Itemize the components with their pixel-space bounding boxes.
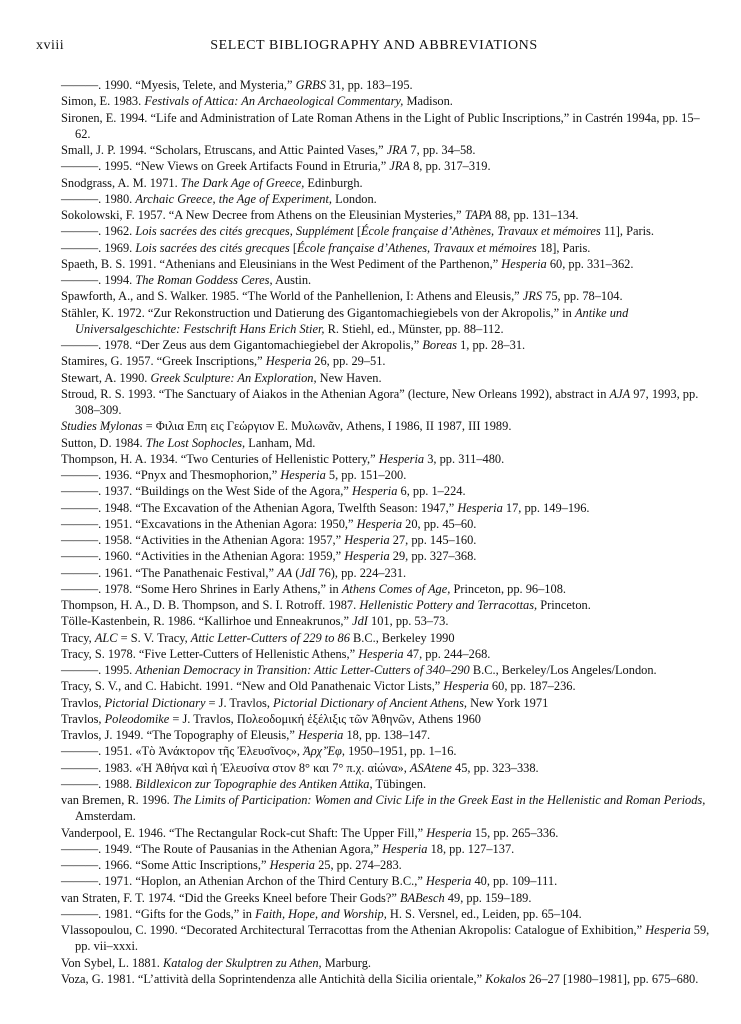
bibliography-entry: ———. 1995. Athenian Democracy in Transition: Attic Letter-Cutters of 340–290 B.C., Berkeley/Los Angeles/London. — [61, 663, 657, 677]
bibliography-entry: Thompson, H. A. 1934. “Two Centuries of Hellenistic Pottery,” Hesperia 3, pp. 311–480. — [61, 451, 505, 466]
bibliography-entry: ———. 1971. “Hoplon, an Athenian Archon of the Third Century B.C.,” Hesperia 40, pp. 109–111. — [61, 874, 558, 889]
bibliography-entry: Vanderpool, E. 1946. “The Rectangular Rock-cut Shaft: The Upper Fill,” Hesperia 15, pp. 265–336. — [61, 825, 559, 840]
bibliography-entry: ———. 1983. «Ἡ Ἀθήνα καὶ ἡ Ἐλευσίνα στον 8° και 7° π.χ. αἰώνα», ASΑtene 45, pp. 323–338. — [61, 760, 539, 775]
bibliography-entry: Simon, E. 1983. Festivals of Attica: An Archaeological Commentary, Madison. — [61, 94, 453, 109]
bibliography-entry: Thompson, H. A., D. B. Thompson, and S. I. Rotroff. 1987. Hellenistic Pottery and Terracottas, Princeton. — [61, 598, 591, 612]
bibliography-entry: ———. 1960. “Activities in the Athenian Agora: 1959,” Hesperia 29, pp. 327–368. — [61, 549, 477, 564]
running-title: SELECT BIBLIOGRAPHY AND ABBREVIATIONS — [210, 38, 538, 53]
bibliography-entry: Sokolowski, F. 1957. “A New Decree from Athens on the Eleusinian Mysteries,” TAPA 88, pp. 131–134. — [61, 208, 579, 222]
bibliography-entry: ———. 1958. “Activities in the Athenian Agora: 1957,” Hesperia 27, pp. 145–160. — [61, 533, 477, 547]
bibliography-entry: ———. 1988. Bildlexicon zur Topographie des Antiken Attika, Tübingen. — [61, 776, 427, 791]
bibliography-entry: van Straten, F. T. 1974. “Did the Greeks Kneel before Their Gods?” BABesch 49, pp. 159–189. — [61, 890, 532, 905]
bibliography-entry: ———. 1951. «Τὸ Ἀνάκτορον τῆς Ἐλευσῖνος», Ἀρχ’Ἐφ, 1950–1951, pp. 1–16. — [61, 744, 457, 759]
page-header — [36, 38, 712, 58]
bibliography-entry: ———. 1949. “The Route of Pausanias in the Athenian Agora,” Hesperia 18, pp. 127–137. — [61, 841, 515, 856]
bibliography-entry: ———. 1936. “Pnyx and Thesmophorion,” Hesperia 5, pp. 151–200. — [61, 468, 407, 482]
bibliography-entry: ———. 1969. Lois sacrées des cités grecques [École française d’Athenes, Travaux et mémoires 18], Paris. — [61, 240, 591, 255]
bibliography-entry: Spaeth, B. S. 1991. “Athenians and Eleusinians in the West Pediment of the Parthenon,” Hesperia 60, pp. 331–362. — [61, 256, 634, 271]
bibliography-entry: Tölle-Kastenbein, R. 1986. “Kallirhoe und Enneakrunos,” JdI 101, pp. 53–73. — [61, 614, 449, 629]
bibliography-entry: Voza, G. 1981. “L’attività della Soprintendenza alle Antichità della Sicilia orientale,” Kokalos 26–27 [1980–1981], pp. 675–680. — [61, 971, 699, 986]
bibliography-entry: Small, J. P. 1994. “Scholars, Etruscans, and Attic Painted Vases,” JRA 7, pp. 34–58. — [61, 143, 476, 157]
bibliography-entry: Vlassopoulou, C. 1990. “Decorated Architectural Terracottas from the Athenian Akropolis: Catalogue of Exhibition,” Hesperia 59, pp. vii–xxxi. — [61, 923, 710, 954]
bibliography-entry: Tracy, S. V., and C. Habicht. 1991. “New and Old Panathenaic Victor Lists,” Hesperia 60, pp. 187–236. — [61, 679, 576, 694]
bibliography-entry: Stähler, K. 1972. “Zur Rekonstruction und Datierung des Gigantomachiegiebels von der Akropolis,” in Antike und Universalgeschichte: Festschrift Hans Erich Stier, R. Stiehl, ed., Münster, pp. 88–112. — [61, 305, 629, 336]
bibliography-entry: ———. 1995. “New Views on Greek Artifacts Found in Etruria,” JRA 8, pp. 317–319. — [61, 159, 491, 174]
bibliography-entry: Sutton, D. 1984. The Lost Sophocles, Lanham, Md. — [61, 435, 316, 450]
bibliography-entry: ———. 1994. The Roman Goddess Ceres, Austin. — [61, 273, 312, 287]
bibliography-entry: Tracy, S. 1978. “Five Letter-Cutters of Hellenistic Athens,” Hesperia 47, pp. 244–268. — [61, 646, 491, 661]
bibliography-entry: ———. 1966. “Some Attic Inscriptions,” Hesperia 25, pp. 274–283. — [61, 858, 402, 872]
bibliography-entry: Stewart, A. 1990. Greek Sculpture: An Exploration, New Haven. — [61, 370, 382, 385]
bibliography-entry: ———. 1978. “Some Hero Shrines in Early Athens,” in Athens Comes of Age, Princeton, pp. 96–108. — [61, 581, 566, 596]
page-number: xviii — [36, 38, 65, 53]
bibliography-entry: van Bremen, R. 1996. The Limits of Participation: Women and Civic Life in the Greek East in the Hellenistic and Roman Periods, Amsterdam. — [61, 793, 706, 824]
bibliography-entry: Sironen, E. 1994. “Life and Administration of Late Roman Athens in the Light of Public Inscriptions,” in Castrén 1994a, pp. 15–62. — [61, 110, 700, 141]
bibliography-entry: ———. 1990. “Myesis, Telete, and Mysteria,” GRBS 31, pp. 183–195. — [61, 78, 413, 92]
bibliography-entry: ———. 1951. “Excavations in the Athenian Agora: 1950,” Hesperia 20, pp. 45–60. — [61, 516, 477, 531]
bibliography-entry: Tracy, ALC = S. V. Tracy, Attic Letter-Cutters of 229 to 86 B.C., Berkeley 1990 — [61, 630, 455, 645]
bibliography-entry: Spawforth, A., and S. Walker. 1985. “The World of the Panhellenion, I: Athens and Eleusis,” JRS 75, pp. 78–104. — [61, 289, 623, 304]
bibliography-entry: Von Sybel, L. 1881. Katalog der Skulptren zu Athen, Marburg. — [61, 955, 371, 970]
bibliography-entry: ———. 1978. “Der Zeus aus dem Gigantomachiegiebel der Akropolis,” Boreas 1, pp. 28–31. — [61, 338, 526, 352]
bibliography-entry: Stamires, G. 1957. “Greek Inscriptions,” Hesperia 26, pp. 29–51. — [61, 354, 386, 369]
bibliography-entry: Travlos, Poleodomike = J. Travlos, Πολεοδομική ἐξέλιξις τῶν Ἀθηνῶν, Athens 1960 — [61, 711, 481, 726]
bibliography-entry: ———. 1948. “The Excavation of the Athenian Agora, Twelfth Season: 1947,” Hesperia 17, pp. 149–196. — [61, 500, 590, 515]
bibliography-entry: Snodgrass, A. M. 1971. The Dark Age of Greece, Edinburgh. — [61, 175, 363, 190]
bibliography-entry: Studies Mylonas = Φιλια Επη εις Γεώργιον Ε. Μυλωνᾶν, Athens, I 1986, II 1987, III 1989. — [61, 419, 512, 434]
bibliography-entry: ———. 1937. “Buildings on the West Side of the Agora,” Hesperia 6, pp. 1–224. — [61, 484, 466, 499]
bibliography-entry: ———. 1962. Lois sacrées des cités grecques, Supplément [École française d’Athènes, Travaux et mémoires 11], Paris. — [61, 224, 654, 239]
bibliography-entry: Stroud, R. S. 1993. “The Sanctuary of Aiakos in the Athenian Agora” (lecture, New Orleans 1992), abstract in AJA 97, 1993, pp. 308–309. — [61, 386, 699, 417]
bibliography-entry: ———. 1981. “Gifts for the Gods,” in Faith, Hope, and Worship, H. S. Versnel, ed., Leiden, pp. 65–104. — [61, 906, 582, 921]
bibliography-entry: ———. 1980. Archaic Greece, the Age of Experiment, London. — [61, 191, 377, 206]
bibliography-list — [61, 77, 713, 987]
bibliography-entry: ———. 1961. “The Panathenaic Festival,” AA (JdI 76), pp. 224–231. — [61, 565, 407, 580]
bibliography-entry: Travlos, Pictorial Dictionary = J. Travlos, Pictorial Dictionary of Ancient Athens, New York 1971 — [61, 695, 549, 710]
bibliography-entry: Travlos, J. 1949. “The Topography of Eleusis,” Hesperia 18, pp. 138–147. — [61, 728, 431, 742]
